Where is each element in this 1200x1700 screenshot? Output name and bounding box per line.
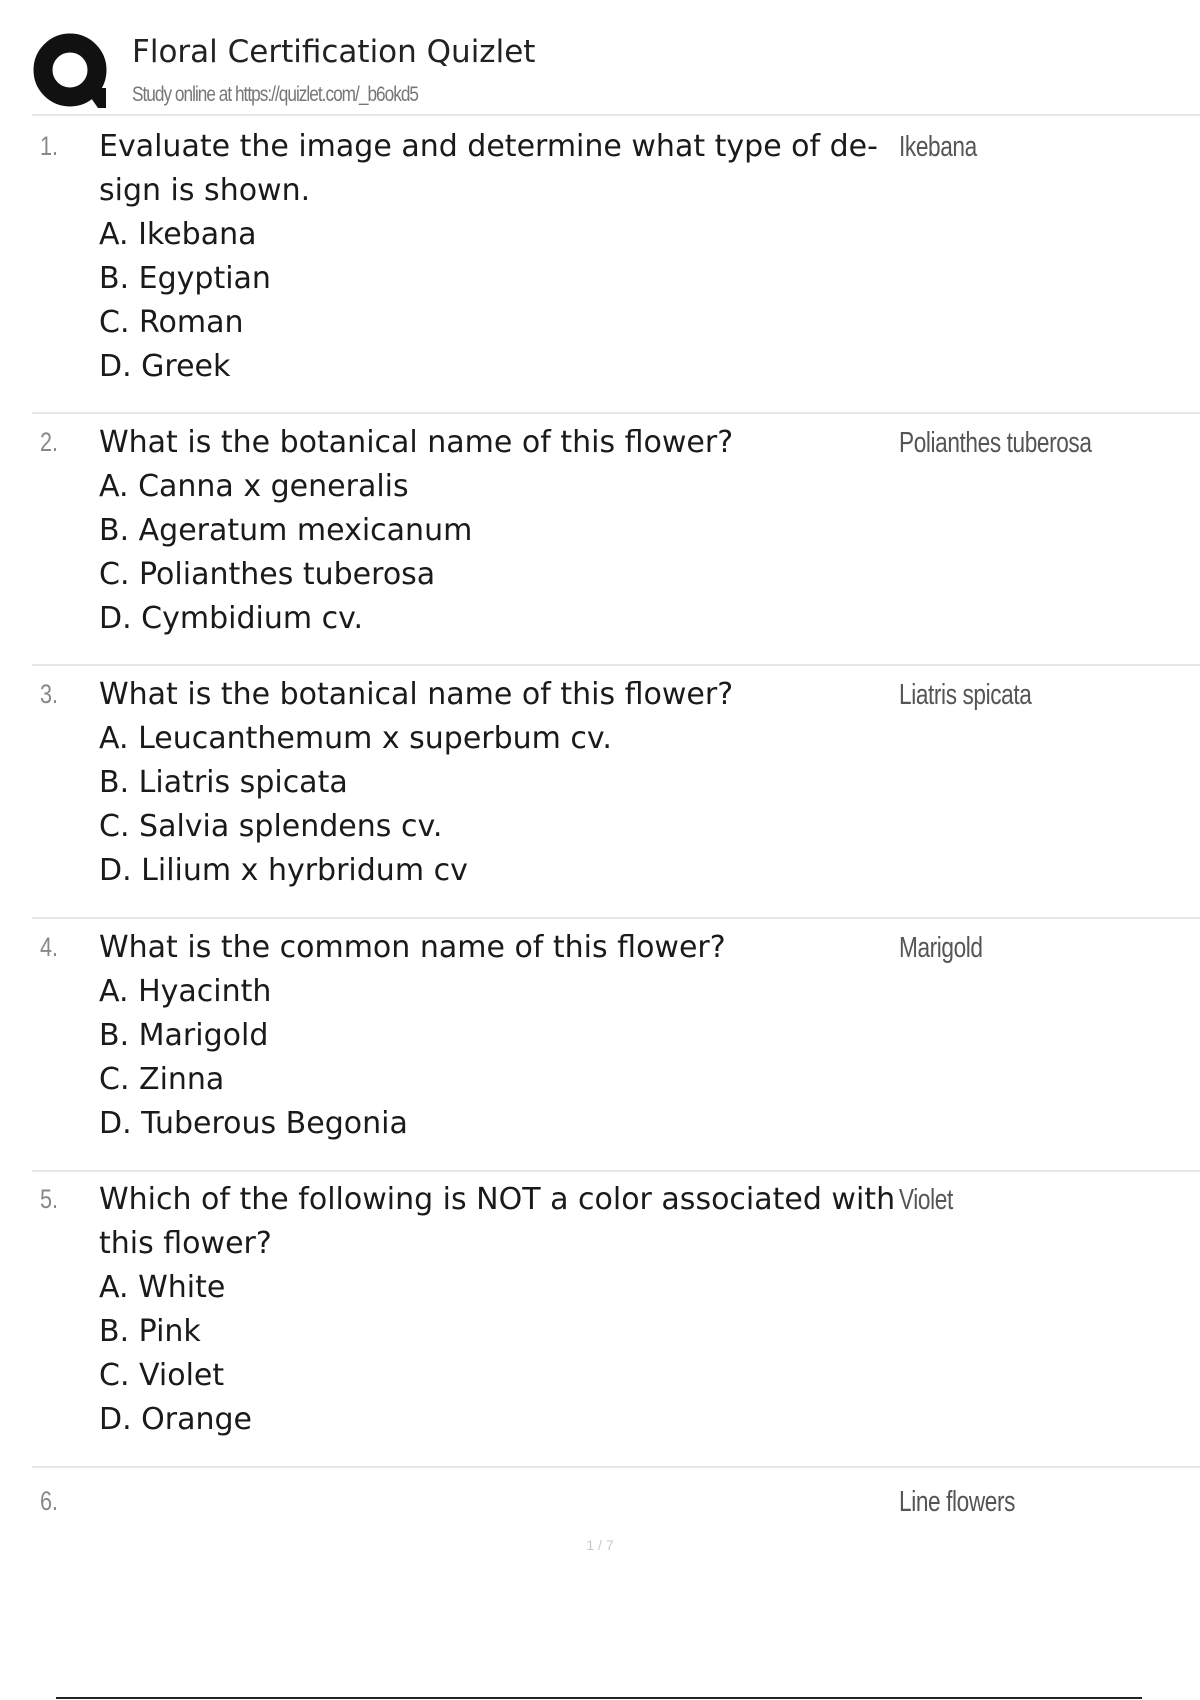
option-a: A. Hyacinth [99, 974, 272, 1009]
study-online-link[interactable]: Study online at https://quizlet.com/_b6okd5 [132, 83, 419, 106]
question-body [99, 932, 919, 1146]
question-item [32, 427, 1200, 666]
question-number: 6. [40, 1486, 59, 1516]
option-d: D. Cymbidium cv. [99, 601, 364, 636]
option-d: D. Greek [99, 349, 231, 384]
answer-text: Ikebana [899, 131, 977, 163]
question-number: 3. [40, 679, 59, 709]
option-b: B. Egyptian [99, 261, 271, 296]
question-item [32, 679, 1200, 919]
option-c: C. Zinna [99, 1062, 225, 1097]
option-b: B. Marigold [99, 1018, 269, 1053]
question-text: Evaluate the image and determine what type of de- sign is shown. [99, 129, 878, 208]
answer-text: Polianthes tuberosa [899, 427, 1092, 459]
option-d: D. Orange [99, 1402, 253, 1437]
question-item [32, 1184, 1200, 1468]
document-title: Floral Certification Quizlet [132, 34, 536, 70]
question-number: 5. [40, 1184, 59, 1214]
answer-text: Marigold [899, 932, 983, 964]
option-c: C. Salvia splendens cv. [99, 809, 443, 844]
question-body [99, 1184, 919, 1442]
question-text: What is the botanical name of this flower? [99, 425, 734, 460]
question-text: Which of the following is NOT a color associated with this flower? [99, 1182, 896, 1261]
question-body [99, 131, 919, 389]
question-number: 1. [40, 131, 59, 161]
question-text: What is the botanical name of this flower? [99, 677, 734, 712]
answer-text: Violet [899, 1184, 953, 1216]
option-d: D. Lilium x hyrbridum cv [99, 853, 468, 888]
question-item [32, 1486, 1200, 1536]
option-b: B. Liatris spicata [99, 765, 348, 800]
question-item [32, 131, 1200, 414]
question-text: What is the common name of this flower? [99, 930, 726, 965]
option-a: A. Ikebana [99, 217, 257, 252]
option-b: B. Ageratum mexicanum [99, 513, 473, 548]
option-b: B. Pink [99, 1314, 201, 1349]
question-number: 2. [40, 427, 59, 457]
quizlet-logo-icon [32, 32, 112, 112]
question-number: 4. [40, 932, 59, 962]
option-d: D. Tuberous Begonia [99, 1106, 408, 1141]
option-a: A. White [99, 1270, 226, 1305]
page-header [32, 30, 1200, 116]
question-body [99, 427, 919, 641]
answer-text: Liatris spicata [899, 679, 1032, 711]
option-c: C. Violet [99, 1358, 225, 1393]
option-a: A. Leucanthemum x superbum cv. [99, 721, 612, 756]
option-c: C. Roman [99, 305, 244, 340]
question-body [99, 679, 919, 893]
question-item [32, 932, 1200, 1172]
footer-divider [56, 1697, 1142, 1699]
option-a: A. Canna x generalis [99, 469, 409, 504]
answer-text: Line flowers [899, 1486, 1016, 1518]
option-c: C. Polianthes tuberosa [99, 557, 436, 592]
page-number: 1 / 7 [586, 1537, 614, 1553]
